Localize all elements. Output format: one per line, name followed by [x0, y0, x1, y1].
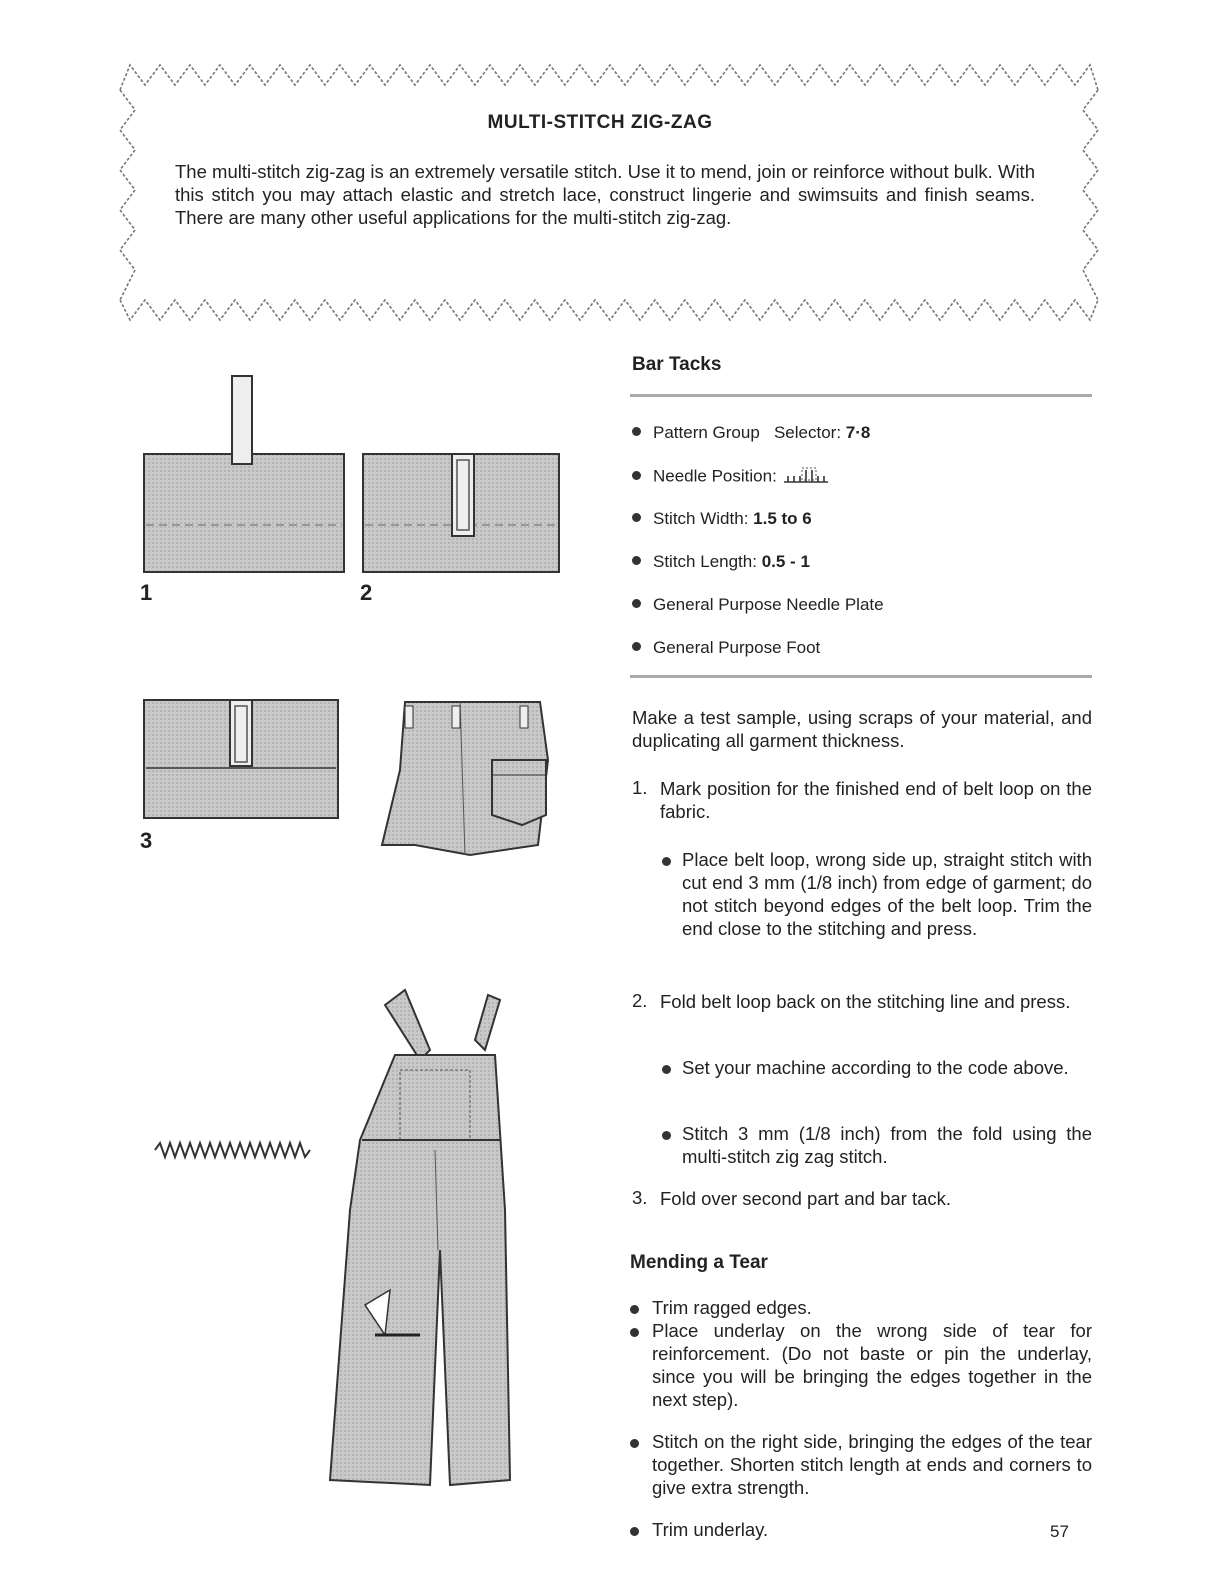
figure-label-1: 1 [140, 580, 153, 605]
step-text: Fold belt loop back on the stitching line and press. [660, 991, 1071, 1012]
zigzag-stitch-sample [155, 1143, 310, 1157]
spec-pattern-group: Pattern Group Selector: 7·8 [632, 423, 870, 443]
bullet [662, 1131, 671, 1140]
spec-needle-plate: General Purpose Needle Plate [632, 595, 884, 615]
figure-label-2: 2 [360, 580, 373, 605]
shorts-illustration [382, 702, 548, 855]
sub-bullet-text: Set your machine according to the code above. [682, 1057, 1069, 1078]
divider [630, 394, 1092, 397]
spec-stitch-length: Stitch Length: 0.5 - 1 [632, 552, 810, 572]
mending-bullet: Trim ragged edges. [652, 1297, 812, 1318]
step-number: 3. [632, 1187, 648, 1208]
bullet [662, 1065, 671, 1074]
page-number: 57 [1050, 1522, 1069, 1541]
step-text: Mark position for the finished end of belt loop on the fabric. [660, 778, 1092, 822]
bullet [630, 1305, 639, 1314]
figure-2-belt-loop-stitched [363, 454, 559, 572]
figure-label-3: 3 [140, 828, 153, 853]
spec-stitch-width: Stitch Width: 1.5 to 6 [632, 509, 812, 529]
mending-bullet: Trim underlay. [652, 1519, 769, 1540]
figure-3-bar-tack [144, 700, 338, 818]
illustrations [100, 350, 600, 1510]
spec-foot: General Purpose Foot [632, 638, 820, 658]
sub-bullet-text: Stitch 3 mm (1/8 inch) from the fold using the multi-stitch zig zag stitch. [682, 1123, 1092, 1167]
bullet [662, 857, 671, 866]
step-number: 2. [632, 990, 648, 1011]
overalls-illustration [330, 990, 510, 1485]
mending-heading: Mending a Tear [630, 1252, 768, 1273]
intro-paragraph: The multi-stitch zig-zag is an extremely versatile stitch. Use it to mend, join or reinforce without bulk. With this stitch you may attach elastic and stretch lace, construct lingerie and swimsuits and finish seams. There are many other useful applications for the multi-stitch zig-zag. [175, 161, 1035, 228]
step-number: 1. [632, 777, 648, 798]
step-text: Fold over second part and bar tack. [660, 1188, 952, 1209]
bullet [630, 1328, 639, 1337]
divider [630, 675, 1092, 678]
section-title: MULTI-STITCH ZIG-ZAG [487, 112, 713, 133]
bar-tacks-heading: Bar Tacks [632, 354, 722, 375]
mending-bullet: Place underlay on the wrong side of tear for reinforcement. (Do not baste or pin the underlay, since you will be bringing the edges together in the next step). [652, 1320, 1092, 1410]
figure-1-belt-loop-fabric [144, 376, 344, 572]
sub-bullet-text: Place belt loop, wrong side up, straight stitch with cut end 3 mm (1/8 inch) from edge of garment; do not stitch beyond edges of the belt loop. Trim the end close to the stitching and press. [682, 849, 1092, 939]
test-sample-paragraph: Make a test sample, using scraps of your material, and duplicating all garment thickness. [632, 707, 1092, 751]
bullet [630, 1439, 639, 1448]
spec-needle-position: Needle Position: [632, 466, 830, 488]
bullet [630, 1527, 639, 1536]
mending-bullet: Stitch on the right side, bringing the edges of the tear together. Shorten stitch length at ends and corners to give extra strength. [652, 1431, 1092, 1498]
needle-position-icon [782, 466, 830, 488]
